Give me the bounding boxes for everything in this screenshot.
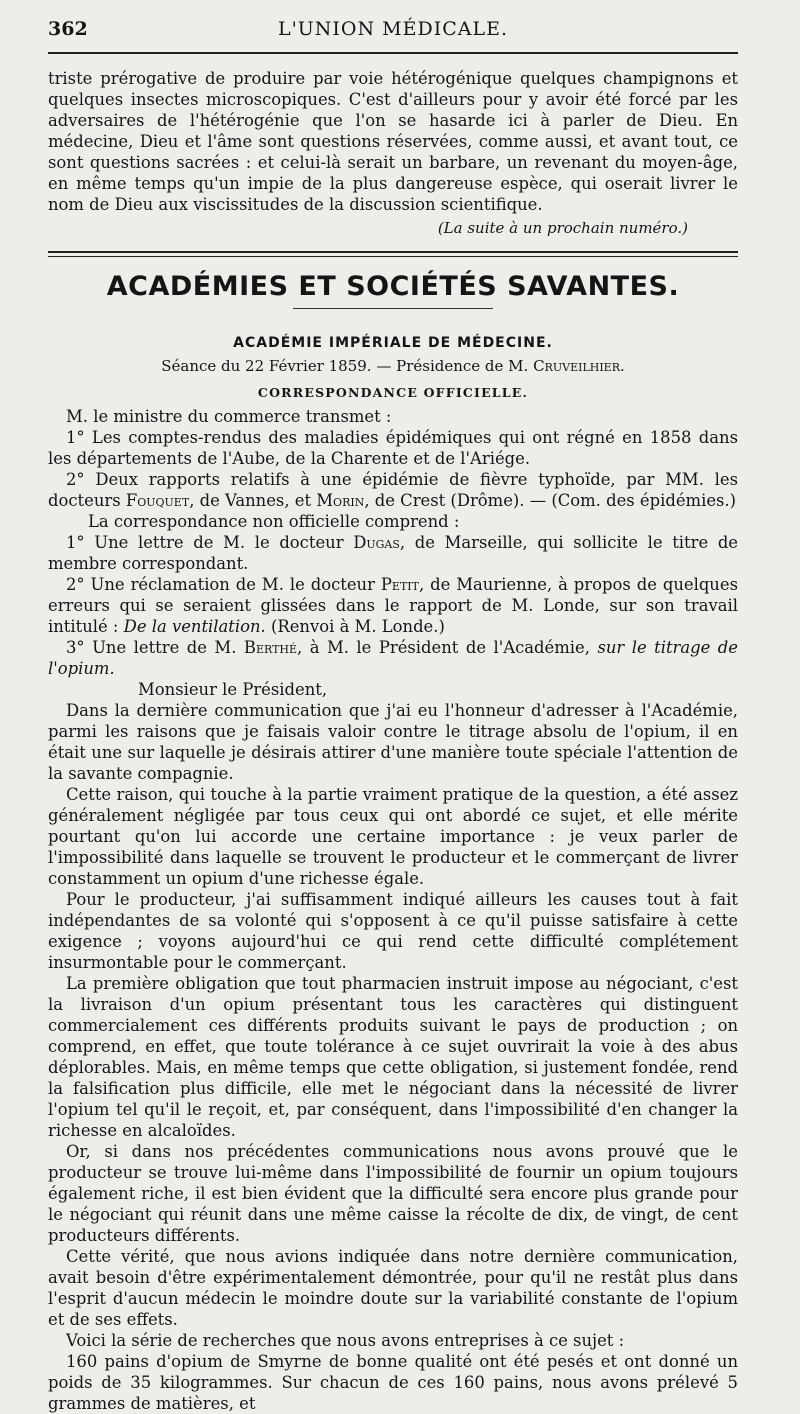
session-end: . xyxy=(620,357,625,375)
body-paragraph: 3° Une lettre de M. Berthé, à M. le Président de l'Académie, sur le titrage de l'opium. xyxy=(48,638,739,678)
author-name: Berthé xyxy=(243,638,298,657)
header-rule xyxy=(48,52,738,54)
work-title: De la ventilation. xyxy=(123,617,266,636)
body-paragraph: Cette raison, qui touche à la partie vraiment pratique de la question, a été assez généralement négligée par tous ceux qui ont abordé ce sujet, et elle mérite pourtant qu'on lui accorde une certaine importance : je veux parler de l'impossibilité dans laquelle se trouvent le producteur et le commerçant de livrer constamment un opium d'une richesse égale. xyxy=(48,785,738,888)
president-name: Cruveilhier xyxy=(533,357,620,375)
body-paragraph: La correspondance non officielle comprend : xyxy=(88,512,460,531)
page xyxy=(48,18,738,1414)
body-paragraph: M. le ministre du commerce transmet : xyxy=(66,407,392,426)
intro-paragraph: triste prérogative de produire par voie hétérogénique quelques champignons et quelques insectes microscopiques. C'est d'ailleurs pour y avoir été forcé par les adversaires de l'hétérogénie que l'on se hasarde ici à parler de Dieu. En médecine, Dieu et l'âme sont questions réservées, comme aussi, et avant tout, ce sont questions sacrées : et celui-là serait un barbare, un revenant du moyen-âge, en même temps qu'un impie de la plus dangereuse espèce, qui oserait livrer le nom de Dieu aux viscissitudes de la discussion scientifique. xyxy=(48,69,738,214)
author-name: Petit xyxy=(380,575,419,594)
page-number: 362 xyxy=(48,18,88,40)
body-paragraph: 1° Les comptes-rendus des maladies épidémiques qui ont régné en 1858 dans les départements de l'Aube, de la Charente et de l'Ariége. xyxy=(48,428,738,468)
correspondence-heading: CORRESPONDANCE OFFICIELLE. xyxy=(257,385,529,400)
journal-title: L'UNION MÉDICALE. xyxy=(277,18,509,40)
body-paragraph: Voici la série de recherches que nous avons entreprises à ce sujet : xyxy=(66,1331,625,1350)
section-divider xyxy=(48,251,738,257)
body-paragraph: Cette vérité, que nous avions indiquée dans notre dernière communication, avait besoin d'être expérimentalement démontrée, pour qu'il ne restât plus dans l'esprit d'aucun médecin le moindre doute sur la variabilité constante de l'opium et de ses effets. xyxy=(48,1247,738,1329)
letter-subject: sur le titrage de l'opium. xyxy=(48,638,739,678)
body-paragraph: Or, si dans nos précédentes communications nous avons prouvé que le producteur se trouve lui-même dans l'impossibilité de fournir un opium toujours également riche, il est bien évident que la difficulté sera encore plus grande pour le négociant qui réunit dans une même caisse la récolte de dix, de vingt, de cent producteurs différents. xyxy=(48,1142,738,1245)
body-paragraph: Dans la dernière communication que j'ai eu l'honneur d'adresser à l'Académie, parmi les raisons que je faisais valoir contre le titrage absolu de l'opium, il en était une sur laquelle je désirais attirer d'une manière toute spéciale l'attention de la savante compagnie. xyxy=(48,701,738,783)
section-title: ACADÉMIES ET SOCIÉTÉS SAVANTES. xyxy=(106,271,680,302)
body-paragraph: La première obligation que tout pharmacien instruit impose au négociant, c'est la livraison d'un opium présentant tous les caractères qui distinguent commercialement ces différents produits suivant le pays de production ; on comprend, en effet, que toute tolérance à ce sujet ouvrirait la voie à des abus déplorables. Mais, en même temps que cette obligation, si justement fondée, rend la falsification plus difficile, elle met le négociant dans la nécessité de livrer l'opium tel qu'il le reçoit, et, par conséquent, dans l'impossibilité d'en changer la richesse en alcaloïdes. xyxy=(48,974,738,1140)
academy-heading: ACADÉMIE IMPÉRIALE DE MÉDECINE. xyxy=(233,335,553,351)
author-name: Fouquet xyxy=(125,491,190,510)
continuation-note: (La suite à un prochain numéro.) xyxy=(437,219,688,237)
session-line xyxy=(48,357,738,375)
body-paragraph: 2° Une réclamation de M. le docteur Petit, de Maurienne, à propos de quelques erreurs qui se seraient glissées dans le rapport de M. Londe, sur son travail intitulé : De la ventilation. (Renvoi à M. Londe.) xyxy=(48,575,738,636)
title-underline xyxy=(293,308,493,309)
author-name: Morin xyxy=(316,491,365,510)
author-name: Dugas xyxy=(353,533,400,552)
session-date: Séance du 22 Février 1859. — Présidence de M. xyxy=(161,357,529,375)
body-paragraph: 2° Deux rapports relatifs à une épidémie de fièvre typhoïde, par MM. les docteurs Fouquet, de Vannes, et Morin, de Crest (Drôme). — (Com. des épidémies.) xyxy=(48,470,738,510)
body-paragraph: 1° Une lettre de M. le docteur Dugas, de Marseille, qui sollicite le titre de membre correspondant. xyxy=(48,533,739,573)
running-header xyxy=(48,18,738,44)
body-paragraph: Pour le producteur, j'ai suffisamment indiqué ailleurs les causes tout à fait indépendantes de sa volonté qui s'opposent à ce qu'il puisse satisfaire à cette exigence ; voyons aujourd'hui ce qui rend cette difficulté complétement insurmontable pour le commerçant. xyxy=(48,890,738,972)
body-paragraph: 160 pains d'opium de Smyrne de bonne qualité ont été pesés et ont donné un poids de 35 kilogrammes. Sur chacun de ces 160 pains, nous avons prélevé 5 grammes de matières, et xyxy=(48,1352,738,1413)
letter-salutation: Monsieur le Président, xyxy=(138,680,328,699)
